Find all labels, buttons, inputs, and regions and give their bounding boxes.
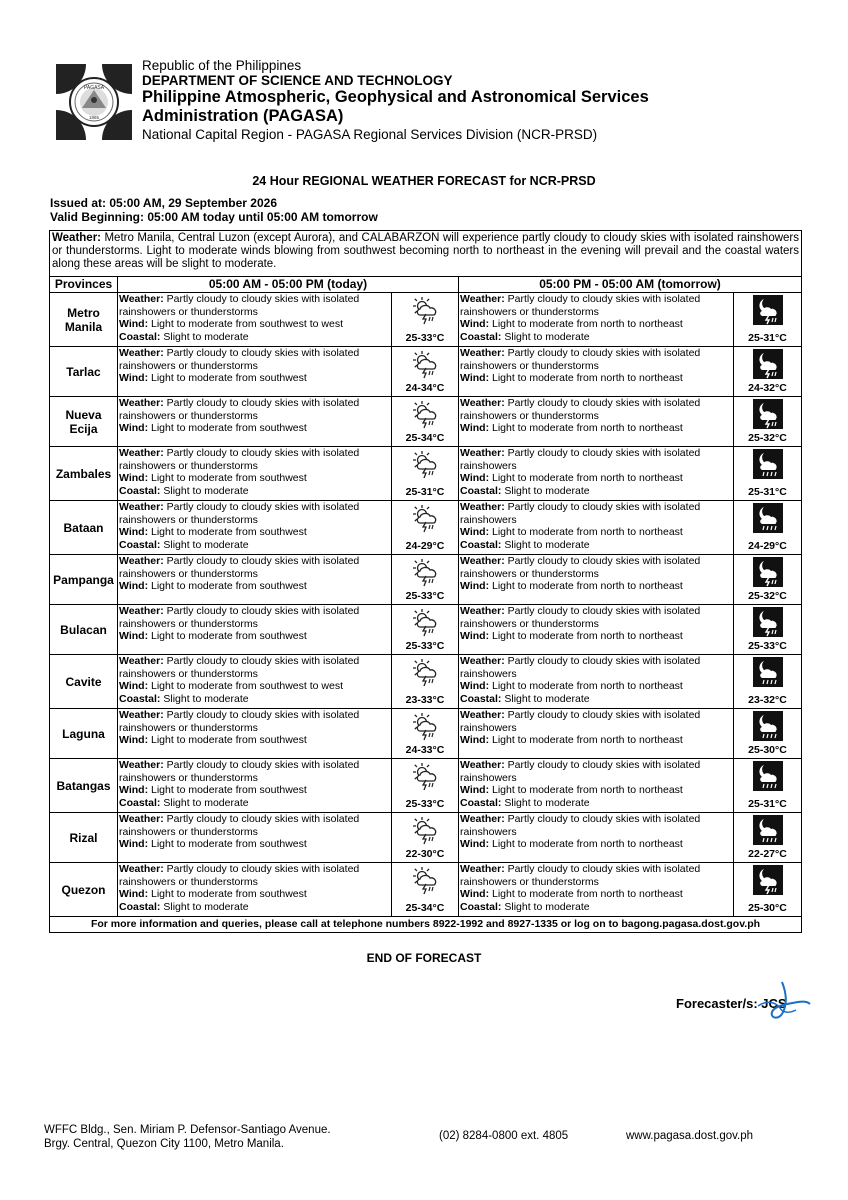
day-thunderstorm-icon [392, 711, 458, 741]
forecast-today-icon-cell [392, 293, 459, 347]
header-republic: Republic of the Philippines [142, 58, 302, 73]
forecast-tonight: Weather: Partly cloudy to cloudy skies with isolated rainshowers or thunderstorms Wind: Light to moderate from north to northeast Coastal: Slight to moderate [459, 863, 734, 917]
forecast-row [50, 863, 802, 917]
header-agency-line2: Administration (PAGASA) [142, 107, 344, 125]
wind-text: Light to moderate from north to northeast [491, 734, 683, 747]
province-name: Tarlac [50, 347, 118, 397]
night-rain-icon [734, 711, 801, 741]
forecast-row [50, 293, 802, 347]
forecast-tonight-icon-cell [734, 347, 802, 397]
forecast-today-icon-cell [392, 759, 459, 813]
province-name: Laguna [50, 709, 118, 759]
forecast-today: Weather: Partly cloudy to cloudy skies with isolated rainshowers or thunderstorms Wind: Light to moderate from southwest [118, 555, 392, 605]
forecast-today: Weather: Partly cloudy to cloudy skies with isolated rainshowers or thunderstorms Wind: Light to moderate from southwest Coastal: Slight to moderate [118, 447, 392, 501]
wind-text: Light to moderate from north to northeast [491, 838, 683, 851]
day-thunderstorm-icon [392, 657, 458, 687]
temperature: 25-31°C [748, 486, 787, 498]
night-thunderstorm-icon [734, 865, 801, 895]
forecast-tonight-icon-cell [734, 397, 802, 447]
weather-text: Partly cloudy to cloudy skies with isolated rainshowers [460, 759, 701, 784]
temperature: 24-32°C [748, 382, 787, 394]
forecast-today: Weather: Partly cloudy to cloudy skies with isolated rainshowers or thunderstorms Wind: Light to moderate from southwest Coastal: Slight to moderate [118, 759, 392, 813]
province-name: Metro Manila [50, 293, 118, 347]
temperature: 24-29°C [405, 540, 445, 552]
coastal-text: Slight to moderate [504, 538, 590, 551]
weather-text: Partly cloudy to cloudy skies with isolated rainshowers [460, 447, 701, 472]
coastal-text: Slight to moderate [163, 692, 249, 705]
weather-text: Partly cloudy to cloudy skies with isolated rainshowers or thunderstorms [460, 605, 701, 630]
temperature: 25-30°C [748, 902, 787, 914]
weather-text: Partly cloudy to cloudy skies with isolated rainshowers or thunderstorms [119, 813, 360, 838]
province-name: Nueva Ecija [50, 397, 118, 447]
temperature: 25-30°C [748, 744, 787, 756]
forecast-tonight-icon-cell [734, 759, 802, 813]
forecast-today-icon-cell [392, 655, 459, 709]
header-department: DEPARTMENT OF SCIENCE AND TECHNOLOGY [142, 73, 453, 88]
temperature: 24-33°C [405, 744, 445, 756]
coastal-text: Slight to moderate [163, 538, 249, 551]
forecast-tonight-icon-cell [734, 501, 802, 555]
wind-text: Light to moderate from north to northeast [491, 888, 683, 901]
wind-text: Light to moderate from southwest to west [150, 318, 343, 331]
temperature: 25-34°C [405, 432, 445, 444]
night-thunderstorm-icon [734, 349, 801, 379]
forecast-today: Weather: Partly cloudy to cloudy skies with isolated rainshowers or thunderstorms Wind: Light to moderate from southwest Coastal: Slight to moderate [118, 863, 392, 917]
temperature: 25-33°C [405, 640, 445, 652]
forecast-tonight: Weather: Partly cloudy to cloudy skies with isolated rainshowers Wind: Light to moderate from north to northeast Coastal: Slight to moderate [459, 501, 734, 555]
province-name: Cavite [50, 655, 118, 709]
coastal-text: Slight to moderate [504, 900, 590, 913]
forecast-tonight: Weather: Partly cloudy to cloudy skies with isolated rainshowers Wind: Light to moderate from north to northeast Coastal: Slight to moderate [459, 759, 734, 813]
coastal-text: Slight to moderate [504, 796, 590, 809]
forecast-tonight-icon-cell [734, 293, 802, 347]
night-thunderstorm-icon [734, 295, 801, 325]
wind-text: Light to moderate from north to northeast [491, 472, 683, 485]
temperature: 25-34°C [405, 902, 445, 914]
forecast-tonight-icon-cell [734, 813, 802, 863]
forecast-today: Weather: Partly cloudy to cloudy skies with isolated rainshowers or thunderstorms Wind: Light to moderate from southwest [118, 709, 392, 759]
weather-text: Partly cloudy to cloudy skies with isolated rainshowers or thunderstorms [119, 397, 360, 422]
day-thunderstorm-icon [392, 449, 458, 479]
forecast-tonight-icon-cell [734, 447, 802, 501]
wind-text: Light to moderate from north to northeast [491, 422, 683, 435]
wind-text: Light to moderate from southwest [150, 630, 307, 643]
day-thunderstorm-icon [392, 607, 458, 637]
wind-text: Light to moderate from north to northeast [491, 372, 683, 385]
forecast-today-icon-cell [392, 863, 459, 917]
weather-text: Partly cloudy to cloudy skies with isolated rainshowers [460, 813, 701, 838]
forecast-today: Weather: Partly cloudy to cloudy skies with isolated rainshowers or thunderstorms Wind: Light to moderate from southwest to west Coastal: Slight to moderate [118, 293, 392, 347]
day-thunderstorm-icon [392, 557, 458, 587]
column-header-tomorrow: 05:00 PM - 05:00 AM (tomorrow) [459, 277, 802, 293]
wind-text: Light to moderate from southwest [150, 838, 307, 851]
day-thunderstorm-icon [392, 815, 458, 845]
weather-text: Partly cloudy to cloudy skies with isolated rainshowers or thunderstorms [460, 397, 701, 422]
province-name: Pampanga [50, 555, 118, 605]
wind-text: Light to moderate from north to northeast [491, 630, 683, 643]
weather-text: Partly cloudy to cloudy skies with isolated rainshowers or thunderstorms [119, 759, 360, 784]
forecast-today-icon-cell [392, 813, 459, 863]
forecast-tonight-icon-cell [734, 863, 802, 917]
signature [752, 980, 812, 1024]
forecast-today-icon-cell [392, 605, 459, 655]
coastal-text: Slight to moderate [163, 330, 249, 343]
forecast-row [50, 501, 802, 555]
temperature: 25-33°C [405, 590, 445, 602]
weather-text: Partly cloudy to cloudy skies with isolated rainshowers or thunderstorms [119, 709, 360, 734]
day-thunderstorm-icon [392, 503, 458, 533]
temperature: 24-34°C [405, 382, 445, 394]
forecast-today-icon-cell [392, 347, 459, 397]
weather-text: Partly cloudy to cloudy skies with isolated rainshowers [460, 709, 701, 734]
day-thunderstorm-icon [392, 399, 458, 429]
forecast-today-icon-cell [392, 501, 459, 555]
weather-text: Partly cloudy to cloudy skies with isolated rainshowers or thunderstorms [119, 447, 360, 472]
province-name: Bulacan [50, 605, 118, 655]
weather-text: Partly cloudy to cloudy skies with isolated rainshowers or thunderstorms [460, 293, 701, 318]
temperature: 23-33°C [405, 694, 445, 706]
valid-beginning: Valid Beginning: 05:00 AM today until 05:00 AM tomorrow [50, 210, 378, 224]
night-rain-icon [734, 657, 801, 687]
wind-text: Light to moderate from southwest [150, 472, 307, 485]
coastal-text: Slight to moderate [163, 484, 249, 497]
forecast-today: Weather: Partly cloudy to cloudy skies with isolated rainshowers or thunderstorms Wind: Light to moderate from southwest to west Coastal: Slight to moderate [118, 655, 392, 709]
wind-text: Light to moderate from north to northeast [491, 784, 683, 797]
day-thunderstorm-icon [392, 349, 458, 379]
forecast-table [49, 230, 802, 933]
wind-text: Light to moderate from southwest [150, 784, 307, 797]
forecast-row [50, 605, 802, 655]
province-name: Zambales [50, 447, 118, 501]
weather-text: Partly cloudy to cloudy skies with isolated rainshowers or thunderstorms [119, 293, 360, 318]
day-thunderstorm-icon [392, 295, 458, 325]
province-name: Rizal [50, 813, 118, 863]
wind-text: Light to moderate from southwest [150, 526, 307, 539]
forecast-row [50, 709, 802, 759]
forecast-today: Weather: Partly cloudy to cloudy skies with isolated rainshowers or thunderstorms Wind: Light to moderate from southwest [118, 813, 392, 863]
temperature: 25-31°C [405, 486, 445, 498]
forecast-today: Weather: Partly cloudy to cloudy skies with isolated rainshowers or thunderstorms Wind: Light to moderate from southwest Coastal: Slight to moderate [118, 501, 392, 555]
forecast-tonight: Weather: Partly cloudy to cloudy skies with isolated rainshowers or thunderstorms Wind: Light to moderate from north to northeast [459, 555, 734, 605]
temperature: 24-29°C [748, 540, 787, 552]
coastal-text: Slight to moderate [163, 900, 249, 913]
weather-text: Partly cloudy to cloudy skies with isolated rainshowers [460, 501, 701, 526]
night-thunderstorm-icon [734, 399, 801, 429]
night-rain-icon [734, 503, 801, 533]
wind-text: Light to moderate from southwest to west [150, 680, 343, 693]
forecast-today-icon-cell [392, 555, 459, 605]
province-name: Quezon [50, 863, 118, 917]
night-thunderstorm-icon [734, 557, 801, 587]
footer-phone: (02) 8284-0800 ext. 4805 [439, 1130, 569, 1142]
svg-text:1865: 1865 [88, 115, 100, 120]
issued-at: Issued at: 05:00 AM, 29 September 2026 [50, 196, 277, 210]
wind-text: Light to moderate from southwest [150, 580, 307, 593]
forecast-today-icon-cell [392, 397, 459, 447]
wind-text: Light to moderate from southwest [150, 422, 307, 435]
forecaster: Forecaster/s: JCS [676, 996, 787, 1011]
forecast-row [50, 447, 802, 501]
wind-text: Light to moderate from southwest [150, 888, 307, 901]
temperature: 25-31°C [748, 332, 787, 344]
weather-text: Partly cloudy to cloudy skies with isolated rainshowers or thunderstorms [119, 863, 360, 888]
footer-website: www.pagasa.dost.gov.ph [626, 1130, 754, 1142]
weather-synopsis [50, 231, 802, 277]
temperature: 25-33°C [405, 798, 445, 810]
contact-info: For more information and queries, please call at telephone numbers 8922-1992 and 8927-1335 or log on to bagong.pagasa.dost.gov.ph [50, 917, 802, 933]
forecast-tonight: Weather: Partly cloudy to cloudy skies with isolated rainshowers Wind: Light to moderate from north to northeast [459, 709, 734, 759]
forecast-today: Weather: Partly cloudy to cloudy skies with isolated rainshowers or thunderstorms Wind: Light to moderate from southwest [118, 397, 392, 447]
temperature: 22-27°C [748, 848, 787, 860]
footer-address: WFFC Bldg., Sen. Miriam P. Defensor-Santiago Avenue. Brgy. Central, Quezon City 1100, Metro Manila. [44, 1124, 331, 1150]
forecast-today-icon-cell [392, 447, 459, 501]
forecast-tonight: Weather: Partly cloudy to cloudy skies with isolated rainshowers or thunderstorms Wind: Light to moderate from north to northeast Coastal: Slight to moderate [459, 293, 734, 347]
wind-text: Light to moderate from north to northeast [491, 580, 683, 593]
weather-text: Partly cloudy to cloudy skies with isolated rainshowers [460, 655, 701, 680]
wind-text: Light to moderate from north to northeast [491, 318, 683, 331]
night-rain-icon [734, 449, 801, 479]
temperature: 25-33°C [405, 332, 445, 344]
forecast-tonight: Weather: Partly cloudy to cloudy skies with isolated rainshowers Wind: Light to moderate from north to northeast [459, 813, 734, 863]
forecast-tonight-icon-cell [734, 555, 802, 605]
temperature: 22-30°C [405, 848, 445, 860]
document-title: 24 Hour REGIONAL WEATHER FORECAST for NCR-PRSD [252, 174, 596, 188]
end-of-forecast: END OF FORECAST [366, 951, 482, 965]
weather-text: Partly cloudy to cloudy skies with isolated rainshowers or thunderstorms [119, 605, 360, 630]
weather-text: Partly cloudy to cloudy skies with isolated rainshowers or thunderstorms [119, 347, 360, 372]
pagasa-logo [52, 60, 136, 144]
wind-text: Light to moderate from southwest [150, 734, 307, 747]
province-name: Batangas [50, 759, 118, 813]
forecast-tonight-icon-cell [734, 709, 802, 759]
temperature: 23-32°C [748, 694, 787, 706]
forecast-row [50, 347, 802, 397]
column-header-today: 05:00 AM - 05:00 PM (today) [118, 277, 459, 293]
temperature: 25-32°C [748, 590, 787, 602]
issue-info [50, 196, 378, 224]
coastal-text: Slight to moderate [504, 484, 590, 497]
forecast-today: Weather: Partly cloudy to cloudy skies with isolated rainshowers or thunderstorms Wind: Light to moderate from southwest [118, 347, 392, 397]
forecast-row [50, 813, 802, 863]
temperature: 25-31°C [748, 798, 787, 810]
day-thunderstorm-icon [392, 761, 458, 791]
weather-text: Partly cloudy to cloudy skies with isolated rainshowers or thunderstorms [119, 655, 360, 680]
header-division: National Capital Region - PAGASA Regional Services Division (NCR-PRSD) [142, 127, 598, 142]
weather-text: Partly cloudy to cloudy skies with isolated rainshowers or thunderstorms [460, 863, 701, 888]
night-thunderstorm-icon [734, 607, 801, 637]
agency-header [142, 58, 792, 143]
forecast-row [50, 555, 802, 605]
header-agency-line1: Philippine Atmospheric, Geophysical and Astronomical Services [142, 88, 649, 106]
forecast-tonight: Weather: Partly cloudy to cloudy skies with isolated rainshowers or thunderstorms Wind: Light to moderate from north to northeast [459, 605, 734, 655]
province-name: Bataan [50, 501, 118, 555]
forecast-tonight-icon-cell [734, 605, 802, 655]
forecast-tonight: Weather: Partly cloudy to cloudy skies with isolated rainshowers Wind: Light to moderate from north to northeast Coastal: Slight to moderate [459, 447, 734, 501]
coastal-text: Slight to moderate [504, 692, 590, 705]
forecast-today: Weather: Partly cloudy to cloudy skies with isolated rainshowers or thunderstorms Wind: Light to moderate from southwest [118, 605, 392, 655]
weather-text: Partly cloudy to cloudy skies with isolated rainshowers or thunderstorms [119, 555, 360, 580]
forecast-row [50, 655, 802, 709]
forecast-tonight: Weather: Partly cloudy to cloudy skies with isolated rainshowers or thunderstorms Wind: Light to moderate from north to northeast [459, 347, 734, 397]
weather-text: Partly cloudy to cloudy skies with isolated rainshowers or thunderstorms [460, 555, 701, 580]
night-rain-icon [734, 815, 801, 845]
column-header-provinces: Provinces [50, 277, 118, 293]
temperature: 25-33°C [748, 640, 787, 652]
wind-text: Light to moderate from southwest [150, 372, 307, 385]
forecast-today-icon-cell [392, 709, 459, 759]
coastal-text: Slight to moderate [163, 796, 249, 809]
forecast-tonight: Weather: Partly cloudy to cloudy skies with isolated rainshowers or thunderstorms Wind: Light to moderate from north to northeast [459, 397, 734, 447]
temperature: 25-32°C [748, 432, 787, 444]
forecast-row [50, 759, 802, 813]
weather-text: Partly cloudy to cloudy skies with isolated rainshowers or thunderstorms [119, 501, 360, 526]
forecast-tonight-icon-cell [734, 655, 802, 709]
wind-text: Light to moderate from north to northeast [491, 526, 683, 539]
night-rain-icon [734, 761, 801, 791]
coastal-text: Slight to moderate [504, 330, 590, 343]
forecast-row [50, 397, 802, 447]
svg-text:PAGASA: PAGASA [83, 85, 105, 91]
forecast-tonight: Weather: Partly cloudy to cloudy skies with isolated rainshowers Wind: Light to moderate from north to northeast Coastal: Slight to moderate [459, 655, 734, 709]
weather-text: Partly cloudy to cloudy skies with isolated rainshowers or thunderstorms [460, 347, 701, 372]
synopsis-label: Weather: [52, 232, 101, 244]
synopsis-text: Metro Manila, Central Luzon (except Aurora), and CALABARZON will experience partly cloudy to cloudy skies with isolated rainshowers or thunderstorms. Light to moderate winds blowing from southwest becoming north to northeast in the evening will prevail and the coastal waters along these areas will be slight to moderate. [52, 232, 799, 270]
wind-text: Light to moderate from north to northeast [491, 680, 683, 693]
day-thunderstorm-icon [392, 865, 458, 895]
